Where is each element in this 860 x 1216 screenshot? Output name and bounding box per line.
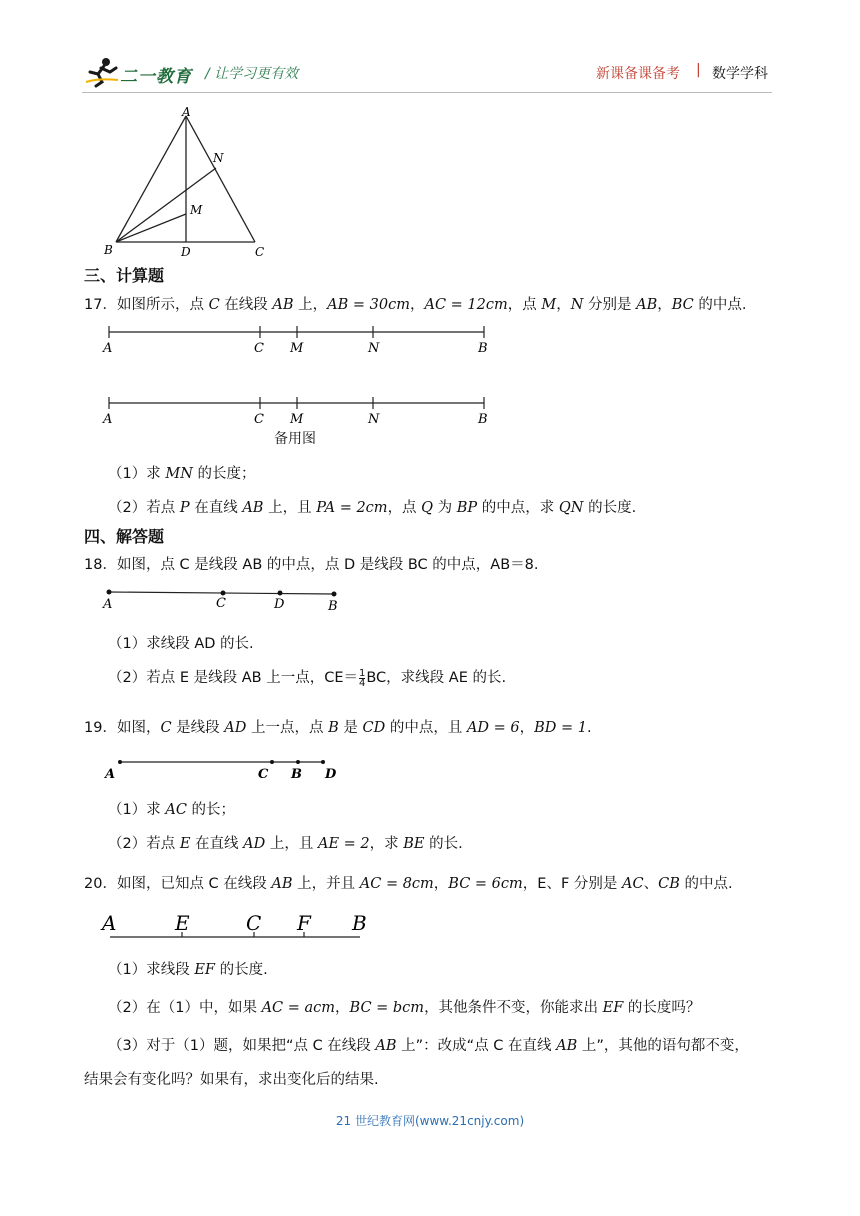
- pt-m: M: [290, 341, 304, 356]
- pt-m: M: [290, 412, 304, 427]
- pt-a: A: [103, 341, 113, 356]
- pt-n: N: [368, 412, 380, 427]
- runner-icon: [84, 56, 120, 88]
- brand-logo: [84, 56, 120, 88]
- pt-b: B: [478, 412, 488, 427]
- q17-part1: （1）求 MN 的长度；: [108, 466, 256, 482]
- pt-a: A: [102, 911, 117, 935]
- pt-n: N: [368, 341, 380, 356]
- q19-part1: （1）求 AC 的长；: [108, 802, 236, 818]
- footer-link[interactable]: 21 世纪教育网(www.21cnjy.com): [335, 1114, 525, 1128]
- header-subject: 数学学科: [712, 66, 768, 82]
- q18-figure: [100, 584, 350, 616]
- pt-b: B: [352, 911, 367, 935]
- q20-stem: 20．如图，已知点 C 在线段 AB 上，并且 AC = 8cm，BC = 6cm，E、F 分别是 AC、CB 的中点.: [84, 876, 733, 892]
- q20-part2: （2）在（1）中，如果 AC = acm，BC = bcm，其他条件不变，你能求出 EF 的长度吗？: [108, 1000, 701, 1016]
- q20-figure: [96, 906, 386, 946]
- label-a: A: [182, 105, 191, 119]
- pt-d: D: [325, 767, 337, 782]
- q18-stem: 18．如图，点 C 是线段 AB 的中点，点 D 是线段 BC 的中点，AB＝8.: [84, 557, 539, 573]
- spare-caption: 备用图: [274, 431, 316, 447]
- pt-a: A: [103, 597, 113, 612]
- pt-f: F: [297, 911, 311, 935]
- pt-c: C: [254, 341, 264, 356]
- q19-stem: 19．如图，C 是线段 AD 上一点，点 B 是 CD 的中点，且 AD = 6，BD = 1.: [84, 720, 592, 736]
- pt-e: E: [175, 911, 190, 935]
- section-title: 三、计算题: [84, 266, 165, 285]
- q17-part2: （2）若点 P 在直线 AB 上，且 PA = 2cm，点 Q 为 BP 的中点，求 QN 的长度.: [108, 500, 637, 516]
- q18-part1: （1）求线段 AD 的长.: [108, 636, 254, 652]
- triangle-figure: [100, 104, 280, 262]
- q17-figure: [100, 322, 500, 358]
- q17-spare-figure: [100, 393, 500, 429]
- brand-name: 二一教育: [120, 67, 192, 87]
- pt-b: B: [328, 599, 338, 614]
- pt-d: D: [274, 597, 285, 612]
- label-b: B: [104, 243, 113, 257]
- header-separator: |: [696, 62, 701, 78]
- q20-part3-cont: 结果会有变化吗？如果有，求出变化后的结果.: [84, 1072, 379, 1088]
- label-c: C: [255, 245, 265, 259]
- section-title: 四、解答题: [84, 527, 165, 546]
- q20-part1: （1）求线段 EF 的长度.: [108, 962, 268, 978]
- pt-a: A: [105, 767, 116, 782]
- fraction: $\frac{1}{4}$: [358, 667, 366, 689]
- q20-part3: （3）对于（1）题，如果把“点 C 在线段 AB 上”：改成“点 C 在直线 AB 上”，其他的语句都不变，: [108, 1038, 749, 1054]
- label-d: D: [181, 245, 191, 259]
- pt-c: C: [254, 412, 264, 427]
- q18-part2: （2）若点 E 是线段 AB 上一点，CE＝ $\frac{1}{4}$ BC，求线段 AE 的长.: [108, 667, 507, 689]
- label-n: N: [213, 151, 224, 165]
- pt-c: C: [216, 596, 226, 611]
- label-m: M: [190, 203, 203, 217]
- q17-stem: 17．如图所示，点 C 在线段 AB 上，AB = 30cm，AC = 12cm，点 M，N 分别是 AB，BC 的中点.: [84, 297, 747, 313]
- pt-a: A: [103, 412, 113, 427]
- q19-part2: （2）若点 E 在直线 AD 上，且 AE = 2，求 BE 的长.: [108, 836, 463, 852]
- pt-c: C: [246, 911, 262, 935]
- header-rule: [82, 92, 772, 93]
- pt-c: C: [258, 767, 269, 782]
- pt-b: B: [478, 341, 488, 356]
- header-tagline: 新课备课备考: [596, 66, 680, 82]
- brand-slogan: / 让学习更有效: [205, 66, 299, 82]
- q19-figure: [100, 756, 350, 784]
- pt-b: B: [291, 767, 302, 782]
